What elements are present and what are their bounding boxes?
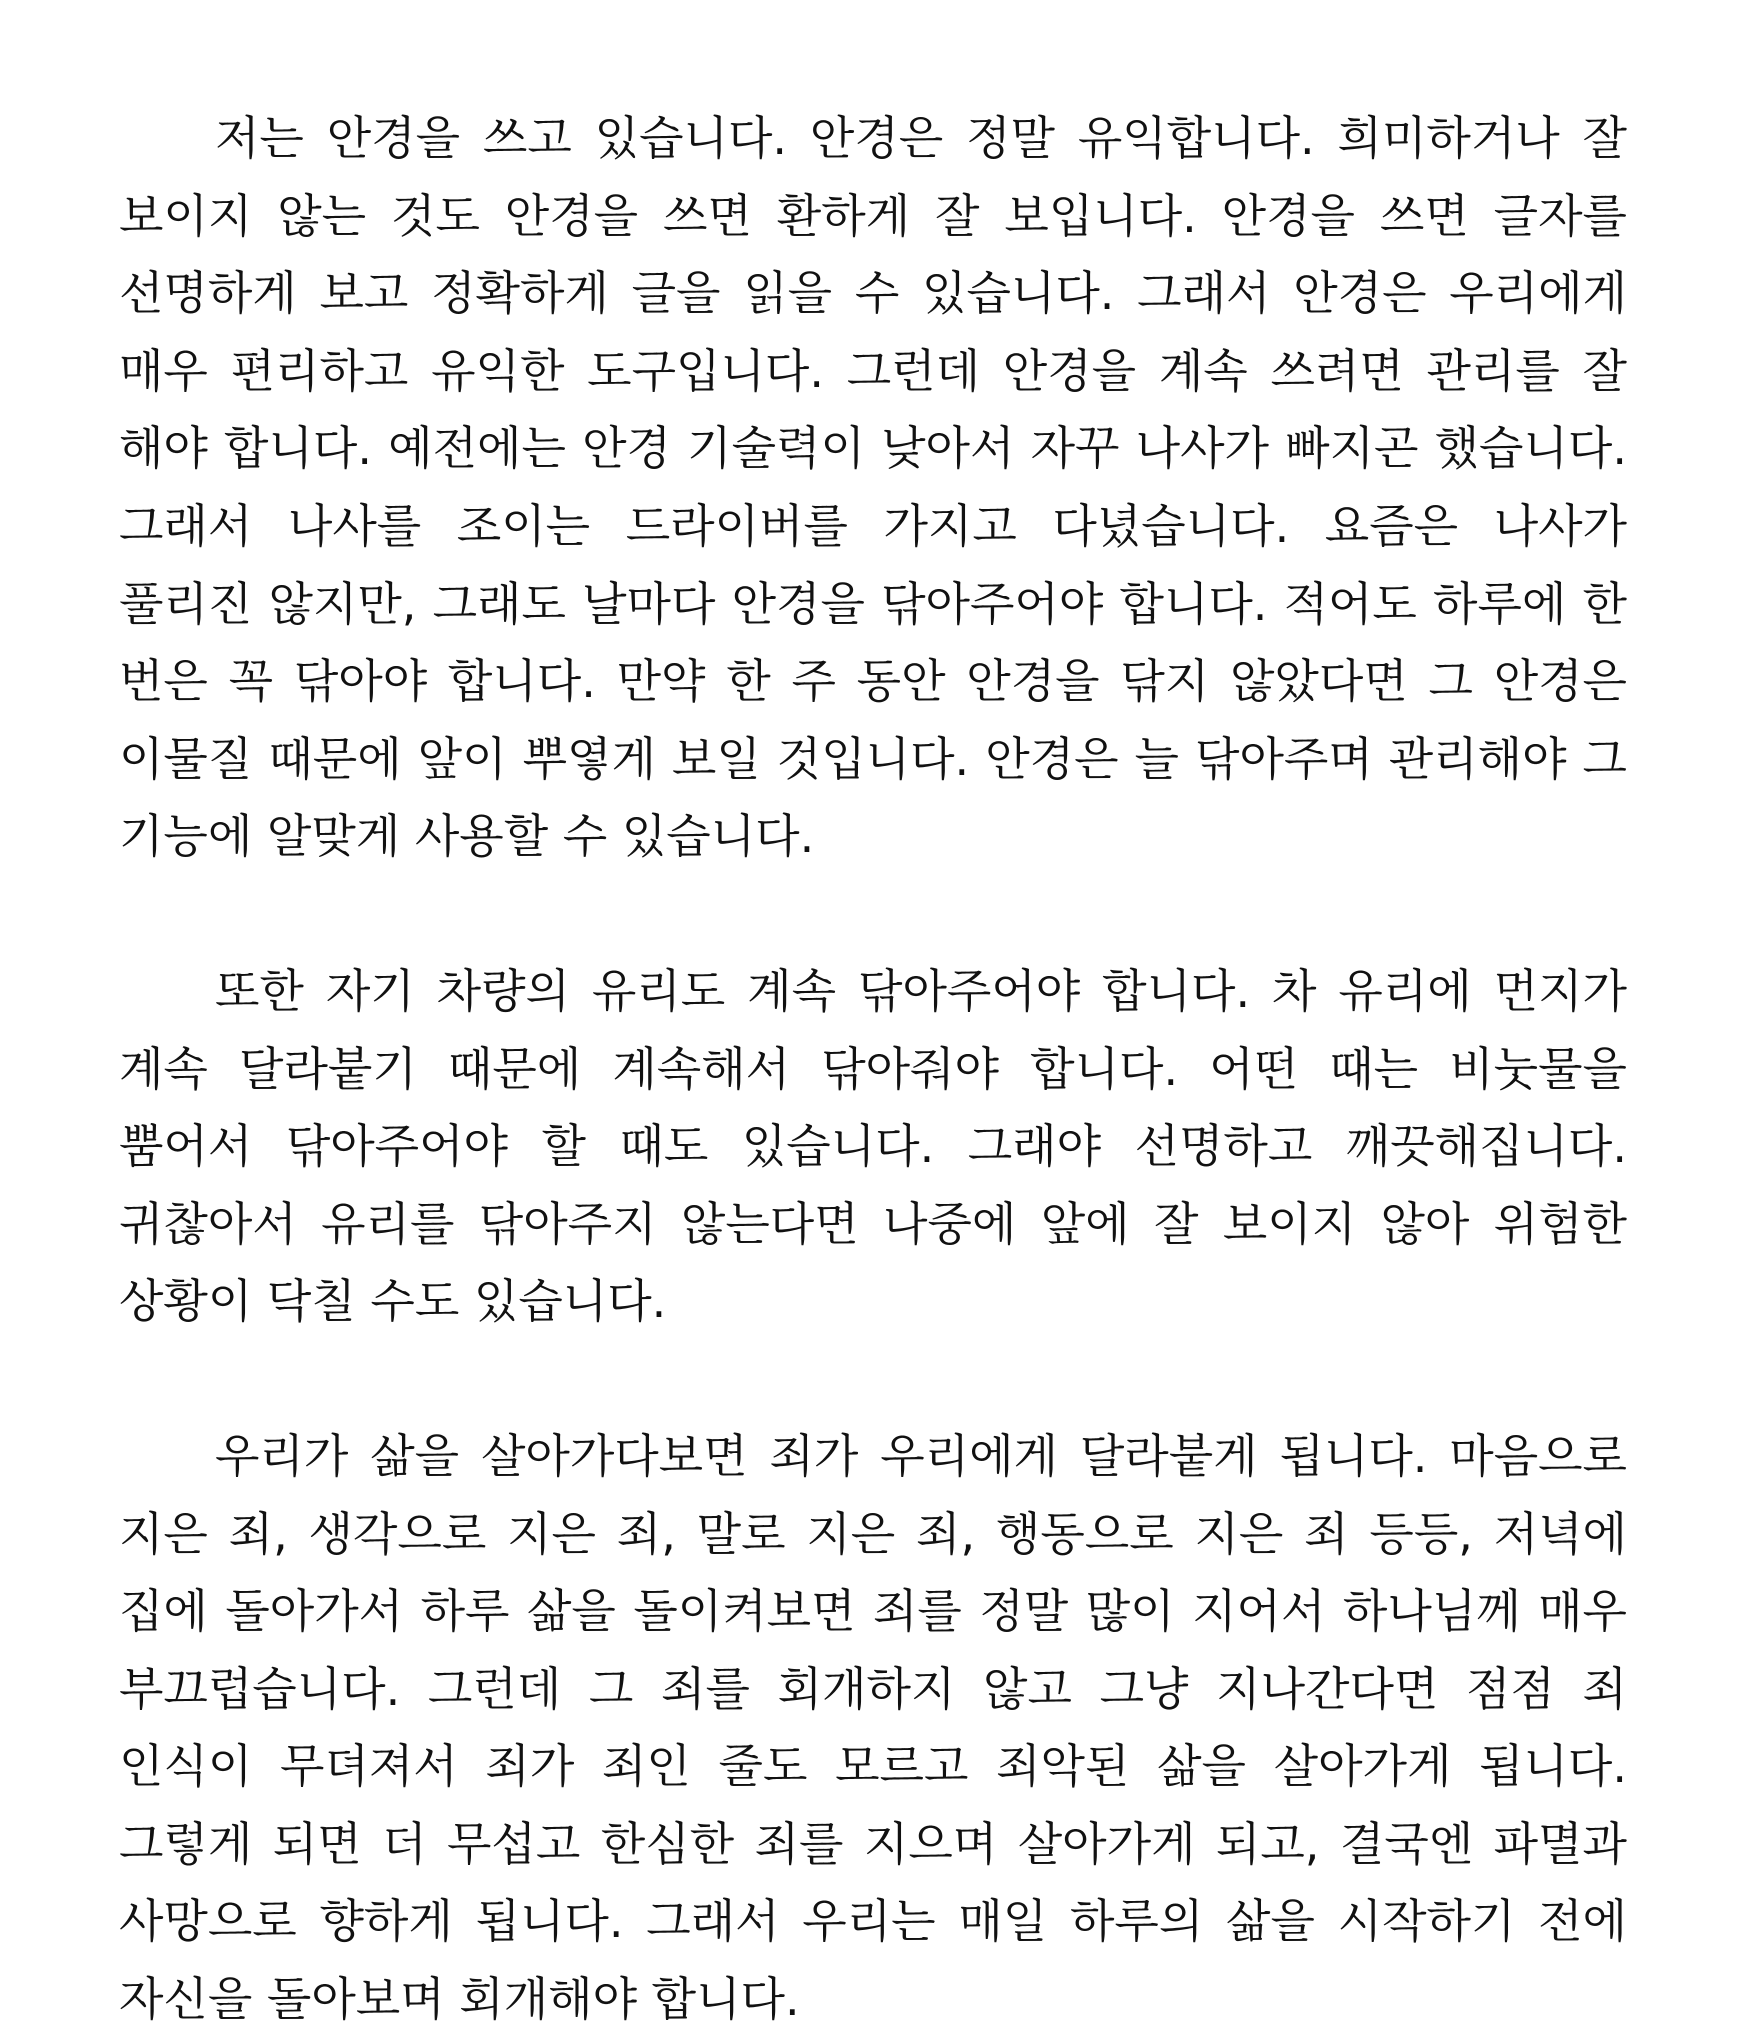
paragraph-car-window: 또한 자기 차량의 유리도 계속 닦아주어야 합니다. 차 유리에 먼지가 계속 달라붙기 때문에 계속해서 닦아줘야 합니다. 어떤 때는 비눗물을 뿜어서 닦아주어야 할 때도 있습니다. 그래야 선명하고 깨끗해집니다. 귀찮아서 유리를 닦아주지 않는다면 나중에 앞에 잘 보이지 않아 위험한 상황이 닥칠 수도 있습니다.	[119, 963, 1627, 1329]
document-body	[119, 100, 1627, 2039]
paragraph-glasses: 저는 안경을 쓰고 있습니다. 안경은 정말 유익합니다. 희미하거나 잘 보이지 않는 것도 안경을 쓰면 환하게 잘 보입니다. 안경을 쓰면 글자를 선명하게 보고 정확하게 글을 읽을 수 있습니다. 그래서 안경은 우리에게 매우 편리하고 유익한 도구입니다. 그런데 안경을 계속 쓰려면 관리를 잘 해야 합니다. 예전에는 안경 기술력이 낮아서 자꾸 나사가 빠지곤 했습니다. 그래서 나사를 조이는 드라이버를 가지고 다녔습니다. 요즘은 나사가 풀리진 않지만, 그래도 날마다 안경을 닦아주어야 합니다. 적어도 하루에 한 번은 꼭 닦아야 합니다. 만약 한 주 동안 안경을 닦지 않았다면 그 안경은 이물질 때문에 앞이 뿌옇게 보일 것입니다. 안경은 늘 닦아주며 관리해야 그 기능에 알맞게 사용할 수 있습니다.	[119, 111, 1627, 864]
paragraph-repentance: 우리가 삶을 살아가다보면 죄가 우리에게 달라붙게 됩니다. 마음으로 지은 죄, 생각으로 지은 죄, 말로 지은 죄, 행동으로 지은 죄 등등, 저녁에 집에 돌아가서 하루 삶을 돌이켜보면 죄를 정말 많이 지어서 하나님께 매우 부끄럽습니다. 그런데 그 죄를 회개하지 않고 그냥 지나간다면 점점 죄 인식이 무뎌져서 죄가 죄인 줄도 모르고 죄악된 삶을 살아가게 됩니다. 그렇게 되면 더 무섭고 한심한 죄를 지으며 살아가게 되고, 결국엔 파멸과 사망으로 향하게 됩니다. 그래서 우리는 매일 하루의 삶을 시작하기 전에 자신을 돌아보며 회개해야 합니다.	[119, 1428, 1627, 2027]
